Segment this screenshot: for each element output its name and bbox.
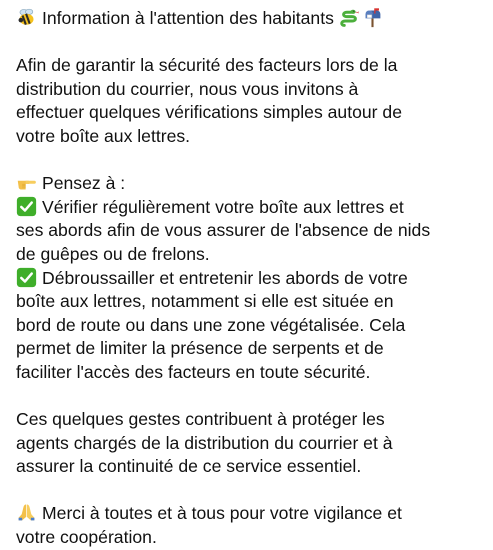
text-line: effectuer quelques vérifications simples autour de	[16, 102, 402, 123]
thanks-first-line	[16, 502, 481, 526]
text-line: Débroussailler et entretenir les abords de votre	[42, 267, 408, 288]
checklist-item-first-line	[16, 267, 481, 291]
text-line: agents chargés de la distribution du courrier et à	[16, 432, 393, 453]
text-line: Ces quelques gestes contribuent à protéger les	[16, 409, 385, 430]
closing-paragraph	[16, 408, 481, 479]
folded-hands-icon	[16, 502, 37, 523]
mailbox-icon	[362, 7, 383, 28]
snake-icon	[339, 7, 360, 28]
spacer	[16, 479, 481, 503]
text-line: faciliter l'accès des facteurs en toute sécurité.	[16, 361, 371, 382]
text-line: ses abords afin de vous assurer de l'absence de nids	[16, 220, 431, 241]
text-line: distribution du courrier, nous vous invitons à	[16, 78, 359, 99]
text-line: votre coopération.	[16, 527, 157, 548]
text-line: Merci à toutes et à tous pour votre vigilance et	[42, 503, 402, 524]
text-line: bord de route ou dans une zone végétalisée. Cela	[16, 314, 406, 335]
spacer	[16, 149, 481, 173]
bee-icon	[16, 7, 37, 28]
reminder-line	[16, 172, 481, 196]
text-line: assurer la continuité de ce service essentiel.	[16, 456, 362, 477]
spacer	[16, 31, 481, 55]
spacer	[16, 385, 481, 409]
text-line: de guêpes ou de frelons.	[16, 243, 210, 264]
check-mark-icon	[16, 267, 37, 288]
post-title	[16, 7, 481, 31]
post-title-text: Information à l'attention des habitants	[42, 8, 334, 28]
check-mark-icon	[16, 196, 37, 217]
checklist-item	[16, 267, 481, 385]
text-line: boîte aux lettres, notamment si elle est située en	[16, 291, 394, 312]
text-line: Vérifier régulièrement votre boîte aux lettres et	[42, 196, 404, 217]
intro-paragraph	[16, 54, 481, 148]
text-line: votre boîte aux lettres.	[16, 125, 191, 146]
checklist-item-first-line	[16, 196, 481, 220]
thanks-paragraph	[16, 502, 481, 549]
pointing-hand-icon	[16, 172, 37, 193]
reminder-text: Pensez à :	[42, 173, 126, 194]
checklist-item	[16, 196, 481, 267]
text-line: permet de limiter la présence de serpents et de	[16, 338, 384, 359]
text-line: Afin de garantir la sécurité des facteurs lors de la	[16, 55, 398, 76]
